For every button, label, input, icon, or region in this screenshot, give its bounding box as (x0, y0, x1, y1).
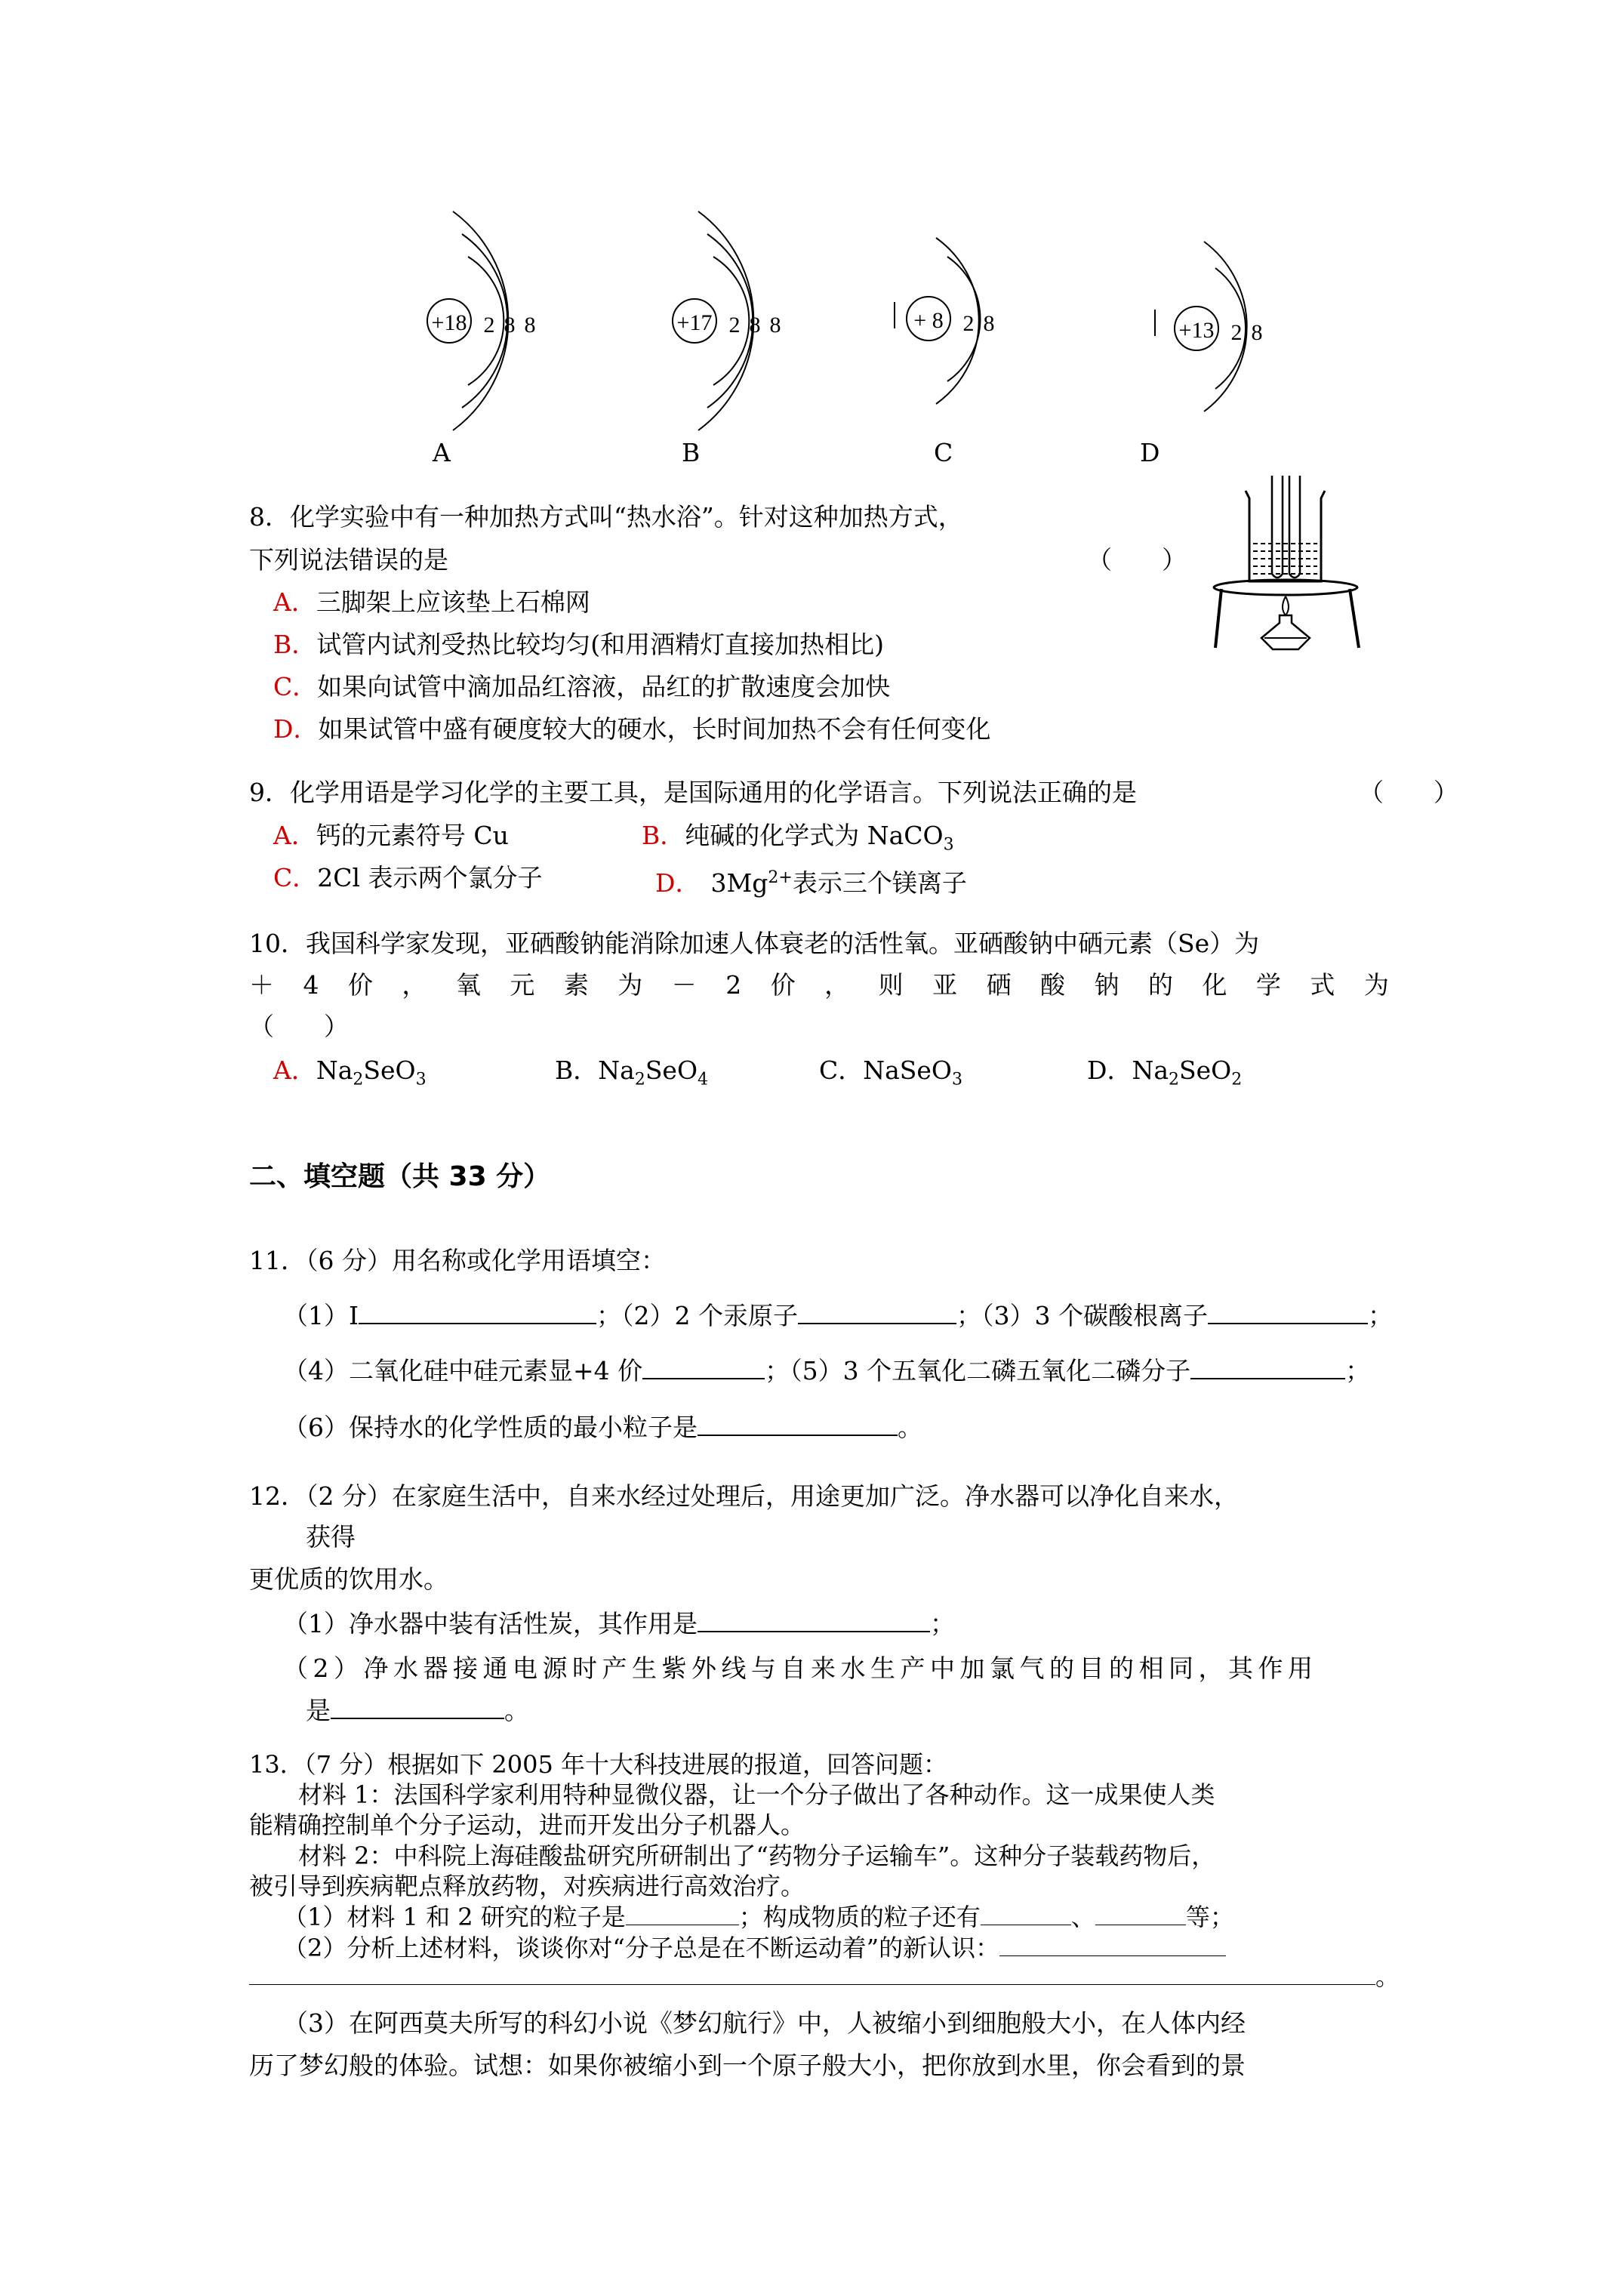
q13-part2-label: （2）分析上述材料，谈谈你对“分子总是在不断运动着”的新认识： (283, 1934, 1000, 1962)
q12-stem-line3: 更优质的饮用水。 (249, 1564, 448, 1594)
q8-option-b-letter: B． (273, 630, 317, 659)
q9-option-c (273, 863, 543, 893)
q8-option-a (273, 587, 590, 618)
q9-option-d-formula: 3Mg (710, 868, 768, 898)
q10-stem-char: 元 (510, 970, 535, 1000)
q11-item-1-blank[interactable] (359, 1300, 596, 1324)
atom-a-shell-2: 8 (504, 313, 516, 337)
q12-part1-label: （1）净水器中装有活性炭，其作用是 (283, 1609, 698, 1638)
q8-option-c-text: 如果向试管中滴加品红溶液，品红的扩散速度会加快 (317, 672, 891, 701)
q10-option-d-formula: Na (1132, 1056, 1169, 1085)
q10-option-c (819, 1056, 962, 1096)
q10-option-a-formula-mid: SeO (363, 1056, 416, 1085)
atom-c-shell-1: 2 (962, 311, 975, 336)
q13-part2 (283, 1934, 1226, 1961)
q9-stem: 9．化学用语是学习化学的主要工具，是国际通用的化学语言。下列说法正确的是 (249, 778, 1137, 807)
q13-part1-end: 等； (1185, 1903, 1234, 1931)
q10-option-c-letter: C． (819, 1056, 864, 1085)
atom-diagram-c (895, 238, 995, 404)
q10-option-d (1087, 1056, 1242, 1096)
q12-part2-end: 。 (504, 1696, 529, 1725)
q10-stem-char: 酸 (1040, 970, 1066, 1000)
atom-b-shell-3: 8 (769, 313, 781, 337)
q11-item-6-label: （6）保持水的化学性质的最小粒子是 (283, 1413, 698, 1442)
q10-stem-char: 氧 (455, 970, 481, 1000)
atom-c-nucleus: + 8 (913, 308, 944, 333)
q8-stem-line2: 下列说法错误的是 (249, 545, 448, 575)
q10-stem-char: ＋ (249, 970, 274, 1000)
q9-answer-paren: （ ） (1359, 778, 1458, 807)
q10-stem-line2 (249, 970, 1389, 1000)
q13-material2-line2: 被引导到疾病靶点释放药物，对疾病进行高效治疗。 (249, 1872, 805, 1900)
q10-stem-char: 为 (617, 970, 643, 1000)
q13-part2-blank-1[interactable] (999, 1934, 1226, 1956)
q10-stem-char: 则 (878, 970, 904, 1000)
q10-stem-char: 钠 (1094, 970, 1119, 1000)
q10-stem-char: 化 (1202, 970, 1227, 1000)
q10-option-b-formula: Na (598, 1056, 635, 1085)
q11-item-2-blank[interactable] (798, 1300, 956, 1324)
q13-part1-blank-3[interactable] (1095, 1903, 1186, 1925)
q8-option-d-letter: D． (273, 714, 319, 744)
q13-part1-label: （1）材料 1 和 2 研究的粒子是 (283, 1903, 626, 1931)
q11-item-4-blank[interactable] (642, 1355, 765, 1379)
q10-option-d-letter: D． (1087, 1056, 1132, 1085)
q12-part1-blank[interactable] (698, 1608, 930, 1632)
q10-stem-char: 4 (303, 970, 319, 1000)
q10-stem-char: 价 (770, 970, 796, 1000)
q8-option-a-letter: A． (273, 587, 316, 617)
q12-part1-end: ； (930, 1609, 955, 1638)
q12-stem-line2: 获得 (306, 1522, 356, 1552)
atom-label-a: A (433, 438, 451, 467)
q12-part2-label: （2）净水器接通电源时产生紫外线与自来水生产中加氯气的目的相同，其作用 (283, 1653, 1318, 1683)
q13-part1 (283, 1903, 1234, 1930)
q11-item-3-blank[interactable] (1208, 1300, 1368, 1324)
q10-option-a-sub2: 3 (415, 1070, 427, 1089)
q10-option-d-formula-mid: SeO (1179, 1056, 1232, 1085)
q10-option-b-sub1: 2 (634, 1070, 645, 1089)
atom-b-nucleus: +17 (676, 310, 713, 335)
q13-part2-line2 (249, 1963, 1400, 1989)
q10-option-b-sub2: 4 (698, 1070, 709, 1089)
q11-item-3-label: ；（3）3 个碳酸根离子 (956, 1301, 1208, 1330)
q10-option-d-sub1: 2 (1169, 1070, 1180, 1089)
q10-stem-char: － (671, 970, 697, 1000)
atom-diagram-a (427, 211, 536, 430)
q13-part2-blank-2[interactable] (249, 1963, 1375, 1985)
q9-option-a-text: 钙的元素符号 Cu (316, 821, 509, 850)
section-2-heading: 二、填空题（共 33 分） (249, 1161, 551, 1192)
q11-line2 (283, 1355, 1370, 1386)
atom-label-d: D (1140, 438, 1160, 467)
q12-part2-answer (306, 1695, 529, 1726)
q10-stem-char: 式 (1310, 970, 1335, 1000)
q9-option-d (655, 863, 967, 898)
q8-option-d (273, 714, 990, 744)
atom-a-shell-3: 8 (524, 313, 536, 337)
q10-option-b (555, 1056, 708, 1096)
q11-item-2-label: ；（2）2 个汞原子 (596, 1301, 799, 1330)
q11-stem: 11．（6 分）用名称或化学用语填空： (249, 1246, 666, 1275)
atom-label-c: C (934, 438, 953, 467)
q10-option-b-formula-mid: SeO (645, 1056, 698, 1085)
q11-item-6-blank[interactable] (698, 1412, 898, 1436)
q9-option-d-text: 表示三个镁离子 (792, 868, 967, 898)
atom-d-nucleus: +13 (1178, 318, 1215, 343)
q10-stem-char: 价 (347, 970, 373, 1000)
q9-option-b (642, 821, 954, 861)
atom-d-shell-1: 2 (1230, 320, 1243, 345)
q10-stem-line1: 10．我国科学家发现，亚硒酸钠能消除加速人体衰老的活性氧。亚硒酸钠中硒元素（Se）为 (249, 929, 1260, 958)
q13-part1-blank-1[interactable] (626, 1903, 739, 1925)
q11-line1-end: ； (1368, 1301, 1393, 1330)
q10-option-a-sub1: 2 (353, 1070, 364, 1089)
q10-stem-char: 硒 (986, 970, 1012, 1000)
atom-d-shell-2: 8 (1251, 320, 1263, 345)
q9-option-b-letter: B． (642, 821, 685, 850)
q12-part2-answer-label: 是 (306, 1696, 331, 1725)
q10-stem-char: 2 (725, 970, 742, 1000)
q8-option-a-text: 三脚架上应该垫上石棉网 (316, 587, 590, 617)
q11-line3-end: 。 (898, 1413, 922, 1442)
atom-diagram-d (1155, 242, 1263, 411)
q10-stem-char: 的 (1147, 970, 1173, 1000)
water-bath-apparatus-illustration (1208, 468, 1370, 657)
q13-stem: 13．（7 分）根据如下 2005 年十大科技进展的报道，回答问题： (249, 1750, 948, 1779)
q8-option-c-letter: C． (273, 672, 318, 701)
q10-option-c-sub1: 3 (952, 1070, 962, 1089)
q9-option-d-letter: D． (655, 868, 701, 898)
q10-stem-char: 为 (1363, 970, 1389, 1000)
q13-part1-sep: 、 (1070, 1903, 1095, 1931)
q11-line3 (283, 1412, 922, 1443)
q8-option-b-text: 试管内试剂受热比较均匀(和用酒精灯直接加热相比) (316, 630, 885, 659)
q11-line1 (283, 1300, 1393, 1331)
q10-stem-char: ， (824, 970, 850, 1000)
q13-material1-line1: 材料 1：法国科学家利用特种显微仪器，让一个分子做出了各种动作。这一成果使人类 (298, 1780, 1215, 1809)
q9-option-a-letter: A． (273, 821, 316, 850)
q11-item-5-label: ；（5）3 个五氧化二磷五氧化二磷分子 (765, 1356, 1191, 1385)
atom-b-shell-2: 8 (749, 313, 761, 337)
atom-diagram-b (673, 211, 781, 430)
q8-stem-line1: 8．化学实验中有一种加热方式叫“热水浴”。针对这种加热方式， (249, 502, 963, 532)
q10-option-d-sub2: 2 (1231, 1070, 1243, 1089)
q13-part3-line1: （3）在阿西莫夫所写的科幻小说《梦幻航行》中，人被缩小到细胞般大小，在人体内经 (283, 2008, 1246, 2038)
q10-option-a (273, 1056, 427, 1096)
q11-item-1-label: （1）I (283, 1301, 359, 1330)
q10-option-c-formula: NaSeO (863, 1056, 952, 1085)
q10-stem-char: 学 (1255, 970, 1281, 1000)
q10-option-a-letter: A． (273, 1056, 316, 1085)
q8-option-c (273, 672, 890, 702)
atom-diagrams (362, 204, 1298, 476)
atom-a-nucleus: +18 (431, 310, 467, 335)
q10-option-b-letter: B． (555, 1056, 599, 1085)
q11-item-5-blank[interactable] (1190, 1355, 1345, 1379)
atom-c-shell-2: 8 (983, 311, 995, 336)
q13-part2-end: 。 (1375, 1962, 1400, 1991)
q11-item-4-label: （4）二氧化硅中硅元素显+4 价 (283, 1356, 643, 1385)
q13-material1-line2: 能精确控制单个分子运动，进而开发出分子机器人。 (249, 1811, 805, 1839)
q13-material2-line1: 材料 2：中科院上海硅酸盐研究所研制出了“药物分子运输车”。这种分子装载药物后， (298, 1841, 1216, 1870)
q8-option-d-text: 如果试管中盛有硬度较大的硬水，长时间加热不会有任何变化 (318, 714, 991, 744)
atom-a-shell-1: 2 (483, 313, 495, 337)
q9-option-b-subscript: 3 (943, 835, 954, 855)
q9-option-c-letter: C． (273, 863, 318, 892)
q13-part1-blank-2[interactable] (981, 1903, 1071, 1925)
q10-stem-char: 亚 (932, 970, 958, 1000)
atom-label-b: B (682, 438, 701, 467)
q8-answer-paren: （ ） (1087, 545, 1187, 575)
q8-option-b (273, 630, 884, 660)
q13-part1-label-2: ；构成物质的粒子还有 (738, 1903, 981, 1931)
q9-option-a (273, 821, 509, 851)
q11-line2-end: ； (1345, 1356, 1371, 1385)
q10-stem-char: 素 (563, 970, 589, 1000)
q10-answer-paren: （ ） (249, 1012, 349, 1041)
q10-option-a-formula: Na (316, 1056, 353, 1085)
q12-part1 (283, 1608, 955, 1639)
q9-option-d-superscript: 2+ (768, 868, 793, 887)
q13-part3-line2: 历了梦幻般的体验。试想：如果你被缩小到一个原子般大小，把你放到水里，你会看到的景 (249, 2051, 1246, 2080)
q9-option-b-text: 纯碱的化学式为 NaCO (685, 821, 944, 850)
q12-part2-blank[interactable] (331, 1695, 504, 1719)
q12-part2 (283, 1653, 1385, 1684)
q10-stem-char: ， (402, 970, 427, 1000)
atom-b-shell-1: 2 (728, 313, 741, 337)
q12-stem-line1: 12．（2 分）在家庭生活中，自来水经过处理后，用途更加广泛。净水器可以净化自来水， (249, 1481, 1239, 1511)
q9-option-c-text: 2Cl 表示两个氯分子 (317, 863, 543, 892)
